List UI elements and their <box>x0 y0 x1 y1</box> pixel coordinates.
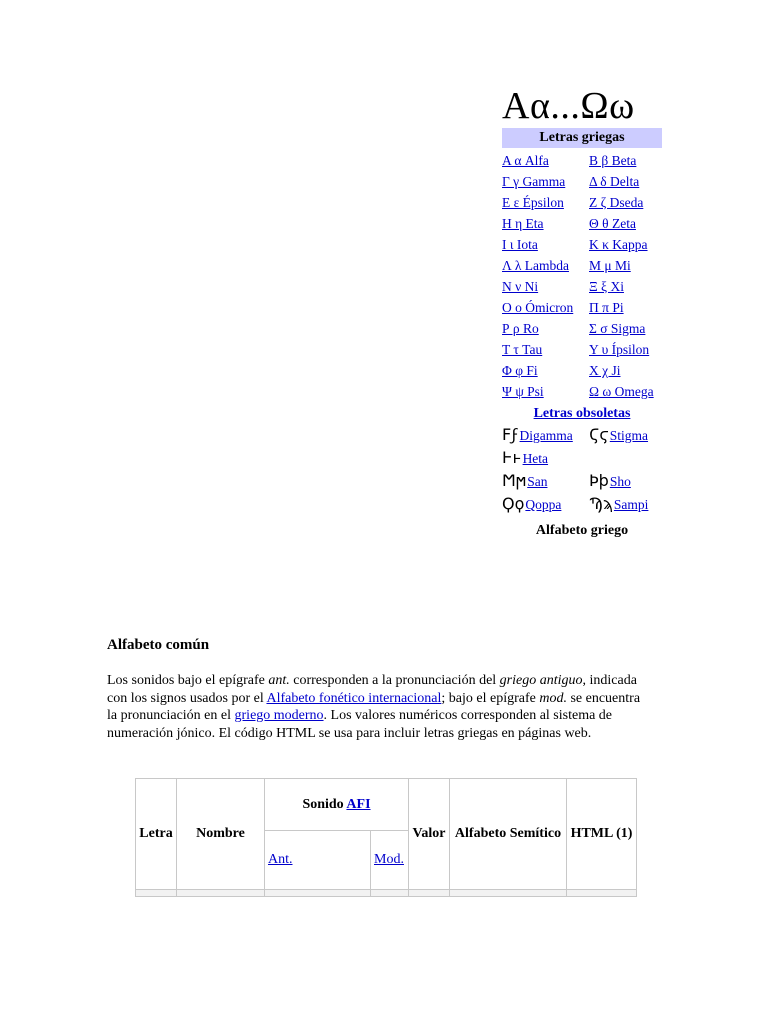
intro-paragraph <box>107 672 652 742</box>
obsolete-letter-item[interactable] <box>589 470 662 493</box>
greek-letter-link[interactable]: Ξ ξ Xi <box>589 279 624 294</box>
greek-letter-link[interactable]: Υ υ Ípsilon <box>589 342 650 357</box>
greek-letter-link[interactable]: Ζ ζ Dseda <box>589 195 644 210</box>
greek-letter-item[interactable] <box>589 192 662 213</box>
greek-letter-item[interactable] <box>589 297 662 318</box>
greek-letter-item[interactable] <box>502 255 589 276</box>
intro-text-4: ; bajo el epígrafe <box>441 690 540 706</box>
greek-letter-item[interactable] <box>502 234 589 255</box>
greek-letter-link[interactable]: Θ θ Zeta <box>589 216 636 231</box>
col-header-valor: Valor <box>409 779 450 890</box>
greek-letter-link[interactable]: Β β Beta <box>589 153 637 168</box>
greek-letter-link[interactable]: Α α Alfa <box>502 153 549 168</box>
greek-letter-link[interactable]: Κ κ Kappa <box>589 237 648 252</box>
greek-letter-item[interactable] <box>589 318 662 339</box>
obsolete-letter-link[interactable]: Digamma <box>519 428 573 443</box>
obsolete-letter-link[interactable]: Qoppa <box>525 497 562 512</box>
col-header-ant[interactable] <box>265 831 371 890</box>
greek-letter-item[interactable] <box>502 213 589 234</box>
intro-mod-term: mod. <box>539 690 567 706</box>
intro-text-1: Los sonidos bajo el epígrafe <box>107 673 269 688</box>
intro-text-3: , indicada con los signos usados por el <box>107 673 637 706</box>
greek-letter-link[interactable]: Ν ν Ni <box>502 279 539 294</box>
greek-letter-link[interactable]: Ε ε Épsilon <box>502 195 564 210</box>
greek-letter-link[interactable]: Λ λ Lambda <box>502 258 569 273</box>
intro-text-2: corresponden a la pronunciación del <box>289 673 500 688</box>
link-griego-moderno[interactable]: griego moderno <box>234 708 324 723</box>
obsolete-letter-item[interactable] <box>589 493 662 516</box>
obsolete-letter-glyph: Ϻϻ <box>502 471 527 490</box>
greek-letter-item[interactable] <box>589 339 662 360</box>
link-ant[interactable]: Ant. <box>268 852 293 867</box>
greek-letter-link[interactable]: Τ τ Tau <box>502 342 543 357</box>
link-afi[interactable]: AFI <box>346 796 371 812</box>
greek-letter-link[interactable]: Μ μ Mi <box>589 258 631 273</box>
greek-letter-link[interactable]: Ι ι Iota <box>502 237 538 252</box>
greek-letter-link[interactable]: Ω ω Omega <box>589 384 654 399</box>
greek-letter-item[interactable] <box>589 213 662 234</box>
greek-letter-item[interactable] <box>502 360 589 381</box>
obsolete-letter-item[interactable] <box>589 447 662 470</box>
obsolete-letter-item[interactable] <box>502 470 589 493</box>
col-header-nombre: Nombre <box>177 779 265 890</box>
greek-letter-item[interactable] <box>502 192 589 213</box>
greek-letter-item[interactable] <box>502 297 589 318</box>
obsolete-letter-link[interactable]: San <box>527 474 548 489</box>
greek-letter-link[interactable]: Ψ ψ Psi <box>502 384 544 399</box>
obsolete-letter-item[interactable] <box>502 424 589 447</box>
obsolete-letters-header[interactable] <box>502 404 662 424</box>
greek-letter-item[interactable] <box>502 381 589 402</box>
greek-letters-grid <box>502 150 662 402</box>
obsolete-letter-glyph: Ϸϸ <box>589 471 609 490</box>
obsolete-letter-item[interactable] <box>502 447 589 470</box>
greek-letter-link[interactable]: Ο ο Ómicron <box>502 300 574 315</box>
col-header-html: HTML (1) <box>567 779 637 890</box>
intro-text-6: . Los valores numéricos corresponden al sistema de numeración jónico. El código HTML se usa para incluir letras griegas en páginas web. <box>107 708 613 741</box>
greek-letter-item[interactable] <box>589 381 662 402</box>
obsolete-letter-glyph: Ϛϛ <box>589 425 609 444</box>
obsolete-letter-glyph: Ϝϝ <box>502 425 519 444</box>
greek-letter-item[interactable] <box>502 150 589 171</box>
greek-letter-item[interactable] <box>502 339 589 360</box>
greek-letter-link[interactable]: Η η Eta <box>502 216 544 231</box>
obsolete-letters-grid <box>502 424 662 516</box>
greek-letter-link[interactable]: Χ χ Ji <box>589 363 621 378</box>
obsolete-letter-link[interactable]: Heta <box>522 451 549 466</box>
intro-griego-antiguo: griego antiguo <box>499 673 583 688</box>
greek-letter-item[interactable] <box>589 234 662 255</box>
intro-ant-term: ant. <box>268 673 290 688</box>
link-mod[interactable]: Mod. <box>374 852 404 867</box>
obsolete-letters-link[interactable]: Letras obsoletas <box>533 406 631 421</box>
greek-letter-link[interactable]: Γ γ Gamma <box>502 174 566 189</box>
greek-letter-item[interactable] <box>502 318 589 339</box>
infobox-header: Letras griegas <box>502 128 662 148</box>
greek-letter-link[interactable]: Σ σ Sigma <box>589 321 646 336</box>
greek-letter-link[interactable]: Δ δ Delta <box>589 174 640 189</box>
link-alfabeto-fonetico[interactable]: Alfabeto fonético internacional <box>266 690 442 706</box>
obsolete-letter-link[interactable]: Sampi <box>613 497 649 512</box>
greek-letter-item[interactable] <box>502 276 589 297</box>
col-header-letra: Letra <box>136 779 177 890</box>
obsolete-letter-glyph: Ͱͱ <box>502 448 522 467</box>
obsolete-letter-glyph: Ϡϡ <box>589 494 613 513</box>
infobox-caption: Alfabeto griego <box>535 523 629 538</box>
greek-letter-item[interactable] <box>589 276 662 297</box>
greek-letter-item[interactable] <box>502 171 589 192</box>
obsolete-letter-glyph: Ϙϙ <box>502 494 525 513</box>
greek-letter-item[interactable] <box>589 171 662 192</box>
obsolete-letter-link[interactable]: Sho <box>609 474 631 489</box>
greek-letter-link[interactable]: Π π Pi <box>589 300 624 315</box>
col-header-mod[interactable] <box>371 831 409 890</box>
greek-letter-link[interactable]: Ρ ρ Ro <box>502 321 539 336</box>
obsolete-letter-item[interactable] <box>589 424 662 447</box>
greek-letter-link[interactable]: Φ φ Fi <box>502 363 538 378</box>
greek-letter-item[interactable] <box>589 150 662 171</box>
table-row <box>136 890 637 897</box>
infobox-title: Αα...Ωω <box>502 85 635 127</box>
greek-letter-item[interactable] <box>589 360 662 381</box>
col-header-sonido: Sonido AFI <box>265 779 409 831</box>
greek-alphabet-infobox <box>502 84 662 541</box>
obsolete-letter-link[interactable]: Stigma <box>609 428 649 443</box>
obsolete-letter-item[interactable] <box>502 493 589 516</box>
greek-letter-item[interactable] <box>589 255 662 276</box>
col-header-semitico: Alfabeto Semítico <box>450 779 567 890</box>
intro-text-5: se encuentra la pronunciación en el <box>107 690 641 723</box>
section-title: Alfabeto común <box>107 637 210 653</box>
alphabet-table <box>135 778 637 897</box>
